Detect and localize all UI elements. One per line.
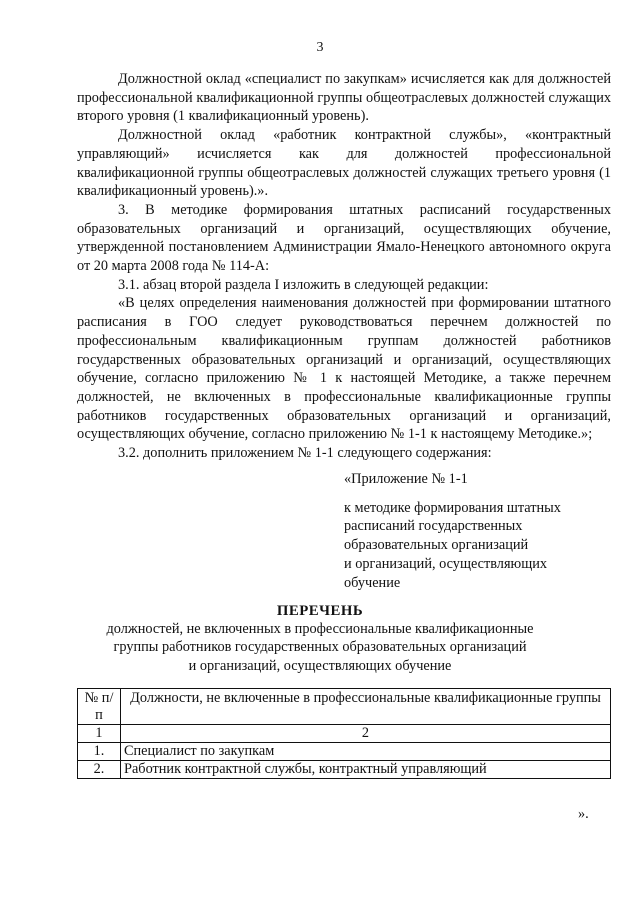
body-text <box>77 70 611 463</box>
column-number-cell: 1 <box>78 725 121 743</box>
paragraph: Должностной оклад «работник контрактной службы», «контрактный управляющий» исчисляется как для должностей профессиональной квалификационной группы общеотраслевых должностей служащих третьего уровня (1 квалификационный уровень).». <box>77 127 611 200</box>
header-number-cell: № п/п <box>78 689 121 725</box>
appendix-heading <box>344 470 614 592</box>
row-name-cell: Работник контрактной службы, контрактный управляющий <box>121 761 611 779</box>
page-number: 3 <box>316 40 324 55</box>
header-name-cell: Должности, не включенные в профессиональные квалификационные группы <box>121 689 611 725</box>
paragraph: 3.1. абзац второй раздела I изложить в следующей редакции: <box>118 276 489 293</box>
paragraph: Должностной оклад «специалист по закупкам» исчисляется как для должностей профессиональной квалификационной группы общеотраслевых должностей служащих второго уровня (1 квалификационный уровень). <box>77 71 611 125</box>
row-number-cell: 2. <box>78 761 121 779</box>
list-subtitle-line: должностей, не включенных в профессиональные квалификационные <box>106 621 534 637</box>
list-title: ПЕРЕЧЕНЬ <box>276 603 364 619</box>
table-header-row <box>78 689 611 725</box>
table-row <box>78 761 611 779</box>
paragraph: 3.2. дополнить приложением № 1-1 следующего содержания: <box>118 445 492 462</box>
closing-quote: ». <box>578 806 589 822</box>
list-subtitle-line: группы работников государственных образовательных организаций <box>113 639 527 656</box>
column-number-cell: 2 <box>121 725 611 743</box>
paragraph: «В целях определения наименования должностей при формировании штатного расписания в ГОО следует руководствоваться перечнем должностей по профессиональным квалификационным группам должностей работников государственных образовательных организаций и организаций, осуществляющих обучение, согласно приложению № 1 к настоящей Методике, а также перечнем должностей, не включенных в профессиональные квалификационные группы работников государственных образовательных организаций и организаций, осуществляющих обучение, согласно приложению № 1-1 к настоящему Методике.»; <box>77 295 611 443</box>
appendix-line: расписаний государственных <box>344 518 523 535</box>
list-subtitle <box>0 620 640 675</box>
column-number-row <box>78 725 611 743</box>
appendix-line: образовательных организаций <box>344 537 529 554</box>
list-subtitle-line: и организаций, осуществляющих обучение <box>188 657 452 674</box>
appendix-title: «Приложение № 1-1 <box>344 471 468 487</box>
paragraph: 3. В методике формирования штатных расписаний государственных образовательных организаций и организаций, осуществляющих обучение, утвержденной постановлением Администрации Ямало-Ненецкого автономного округа от 20 марта 2008 года № 114-А: <box>77 201 611 275</box>
row-number-cell: 1. <box>78 743 121 761</box>
appendix-line: обучение <box>344 574 401 591</box>
appendix-line: к методике формирования штатных <box>344 499 561 516</box>
appendix-line: и организаций, осуществляющих <box>344 555 548 572</box>
positions-table <box>77 688 611 779</box>
table-row <box>78 743 611 761</box>
row-name-cell: Специалист по закупкам <box>121 743 611 761</box>
